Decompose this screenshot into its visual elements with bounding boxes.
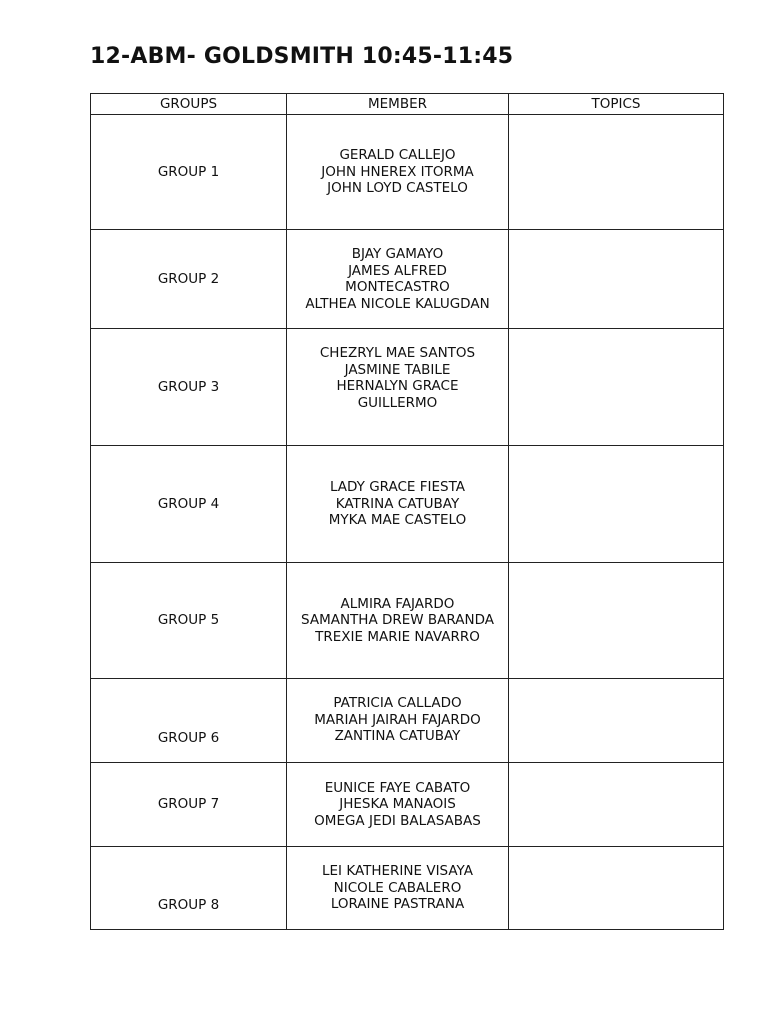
member-name: CHEZRYL MAE SANTOS: [319, 345, 476, 361]
member-name: ALTHEA NICOLE KALUGDAN: [305, 295, 490, 312]
header-member: MEMBER: [287, 94, 509, 115]
member-name: GUILLERMO: [357, 394, 438, 411]
member-name: BJAY GAMAYO: [351, 246, 444, 262]
table-row: [91, 563, 724, 679]
group-name: GROUP 1: [91, 115, 287, 230]
member-list: [287, 763, 509, 847]
member-name: LADY GRACE FIESTA: [329, 479, 466, 496]
member-name: JASMINE TABILE: [344, 361, 451, 378]
table-row: [91, 763, 724, 847]
member-name: HERNALYN GRACE: [336, 378, 459, 394]
group-name: GROUP 2: [91, 230, 287, 329]
topic-cell: [509, 115, 724, 230]
member-name: NICOLE CABALERO: [333, 879, 462, 896]
member-list: [287, 679, 509, 763]
member-list: [287, 847, 509, 930]
topic-cell: [509, 230, 724, 329]
member-list: [287, 563, 509, 679]
member-name: MARIAH JAIRAH FAJARDO: [314, 711, 481, 728]
member-name: LORAINE PASTRANA: [330, 896, 465, 912]
member-name: ZANTINA CATUBAY: [334, 728, 461, 744]
member-name: ALMIRA FAJARDO: [340, 595, 455, 612]
group-name: GROUP 3: [91, 329, 287, 446]
table-row: [91, 230, 724, 329]
document-title: 12-ABM- GOLDSMITH 10:45-11:45: [90, 44, 514, 69]
member-name: EUNICE FAYE CABATO: [324, 779, 471, 796]
member-name: LEI KATHERINE VISAYA: [322, 863, 473, 879]
member-name: TREXIE MARIE NAVARRO: [315, 628, 480, 645]
member-list: [287, 329, 509, 446]
member-name: MONTECASTRO: [345, 279, 450, 295]
member-name: JAMES ALFRED: [348, 262, 447, 279]
member-name: GERALD CALLEJO: [339, 147, 456, 164]
group-name: GROUP 5: [91, 563, 287, 679]
topic-cell: [509, 679, 724, 763]
member-list: [287, 230, 509, 329]
member-name: KATRINA CATUBAY: [335, 495, 460, 512]
header-groups: GROUPS: [91, 94, 287, 115]
groups-table: [90, 93, 724, 930]
group-name: GROUP 7: [91, 763, 287, 847]
group-name: GROUP 6: [91, 679, 287, 763]
member-list: [287, 115, 509, 230]
table-row: [91, 115, 724, 230]
group-name: GROUP 4: [91, 446, 287, 563]
member-name: JOHN HNEREX ITORMA: [321, 163, 474, 180]
group-name: GROUP 8: [91, 847, 287, 930]
member-name: OMEGA JEDI BALASABAS: [314, 812, 481, 829]
topic-cell: [509, 763, 724, 847]
topic-cell: [509, 329, 724, 446]
member-name: MYKA MAE CASTELO: [328, 512, 467, 529]
member-name: SAMANTHA DREW BARANDA: [301, 612, 494, 629]
table-header-row: [91, 94, 724, 115]
table-row: [91, 847, 724, 930]
member-name: PATRICIA CALLADO: [333, 695, 462, 711]
table-row: [91, 679, 724, 763]
topic-cell: [509, 847, 724, 930]
member-name: JHESKA MANAOIS: [339, 796, 456, 813]
table-row: [91, 446, 724, 563]
topic-cell: [509, 446, 724, 563]
header-topics: TOPICS: [509, 94, 724, 115]
member-name: JOHN LOYD CASTELO: [327, 180, 468, 197]
topic-cell: [509, 563, 724, 679]
table-row: [91, 329, 724, 446]
member-list: [287, 446, 509, 563]
